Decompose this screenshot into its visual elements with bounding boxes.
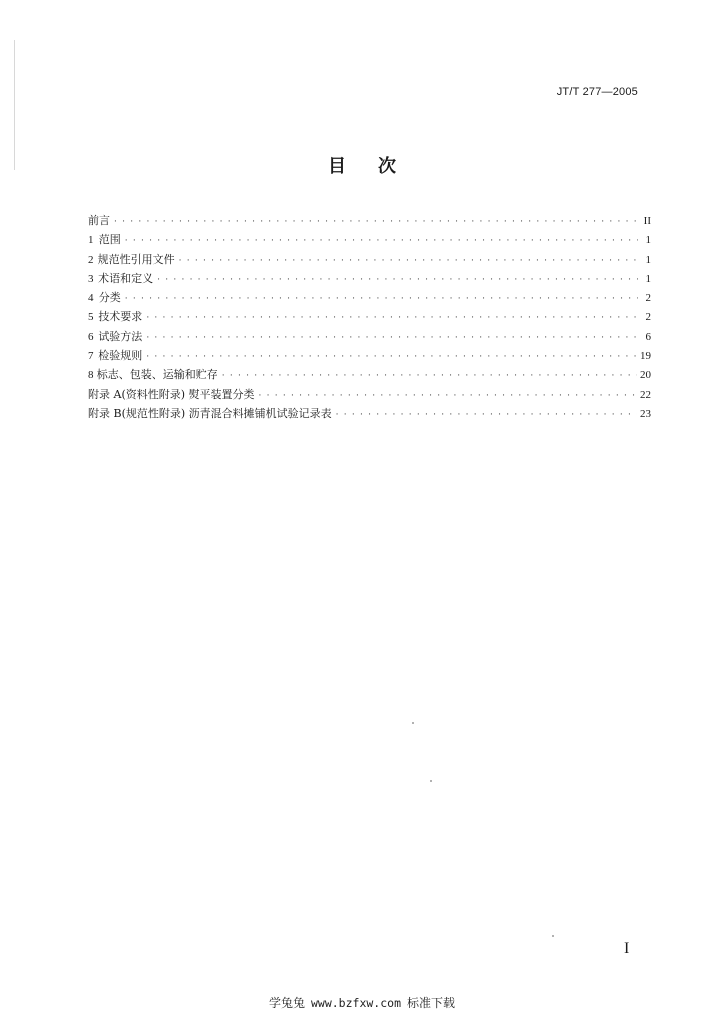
toc-entry-label: 技术要求: [98, 310, 143, 324]
toc-dot-leader: [157, 271, 638, 290]
toc-entry-number: 3: [88, 272, 94, 285]
toc-entry-page: 22: [640, 388, 651, 401]
toc-dot-leader: [336, 406, 637, 425]
toc-entry-number: 2: [88, 253, 94, 266]
toc-entry-annex-a[interactable]: [88, 385, 651, 404]
toc-entry-page: 6: [645, 330, 651, 343]
toc-entry-classification[interactable]: [88, 288, 651, 307]
toc-entry-page: 1: [645, 234, 651, 247]
toc-dot-leader: [179, 252, 638, 271]
watermark-tagline: 标准下载: [407, 996, 456, 1010]
toc-entry-page: 1: [645, 253, 651, 266]
toc-dot-leader: [125, 290, 638, 309]
toc-dot-leader: [114, 213, 638, 232]
scan-speck: [412, 722, 414, 724]
scan-edge-mark: [14, 40, 15, 170]
toc-entry-label: 附录 B(规范性附录) 沥青混合料摊铺机试验记录表: [88, 406, 332, 420]
toc-entry-label: 分类: [98, 291, 121, 305]
toc-entry-foreword[interactable]: [88, 211, 651, 230]
toc-dot-leader: [222, 367, 637, 386]
toc-entry-number: 5: [88, 311, 94, 324]
toc-entry-terms-definitions[interactable]: [88, 269, 651, 288]
toc-entry-label: 术语和定义: [98, 271, 154, 285]
toc-entry-page: 2: [645, 292, 651, 305]
toc-entry-marking-packaging[interactable]: [88, 365, 651, 384]
toc-entry-page: 19: [640, 350, 651, 363]
toc-entry-label: 范围: [98, 233, 121, 247]
toc-entry-technical-requirements[interactable]: [88, 307, 651, 326]
toc-entry-number: 6: [88, 330, 94, 343]
toc-entry-number: 8: [88, 369, 94, 382]
toc-entry-label: 前言: [88, 214, 110, 227]
toc-entry-label: 规范性引用文件: [97, 252, 175, 266]
watermark-site-name: 学兔兔: [268, 996, 305, 1010]
toc-entry-page: 23: [640, 407, 651, 420]
toc-entry-annex-b[interactable]: [88, 404, 651, 423]
toc-dot-leader: [125, 232, 638, 251]
toc-entry-label: 试验方法: [98, 329, 143, 343]
toc-dot-leader: [146, 329, 638, 348]
toc-entry-normative-references[interactable]: [88, 250, 651, 269]
toc-entry-label: 标志、包装、运输和贮存: [96, 368, 218, 382]
watermark: [0, 994, 724, 1011]
toc-dot-leader: [146, 309, 638, 328]
page-title: 目次: [328, 156, 428, 177]
toc-entry-inspection-rules[interactable]: [88, 346, 651, 365]
toc-entry-number: 7: [88, 350, 94, 363]
toc-entry-page: 1: [645, 272, 651, 285]
toc-entry-page: II: [643, 215, 651, 227]
toc-entry-page: 20: [640, 369, 651, 382]
toc-entry-number: 1: [88, 234, 94, 247]
page-number: I: [624, 940, 630, 957]
table-of-contents: [88, 211, 651, 423]
standard-code: JT/T 277—2005: [556, 86, 638, 98]
scan-speck: [430, 780, 432, 782]
toc-entry-scope[interactable]: [88, 230, 651, 249]
scan-speck: [552, 935, 554, 937]
toc-entry-number: 4: [88, 292, 94, 305]
watermark-url[interactable]: www.bzfxw.com: [310, 996, 401, 1010]
toc-entry-label: 检验规则: [98, 349, 143, 363]
toc-entry-page: 2: [645, 311, 651, 324]
toc-entry-test-methods[interactable]: [88, 327, 651, 346]
toc-entry-label: 附录 A(资料性附录) 熨平装置分类: [88, 387, 255, 401]
